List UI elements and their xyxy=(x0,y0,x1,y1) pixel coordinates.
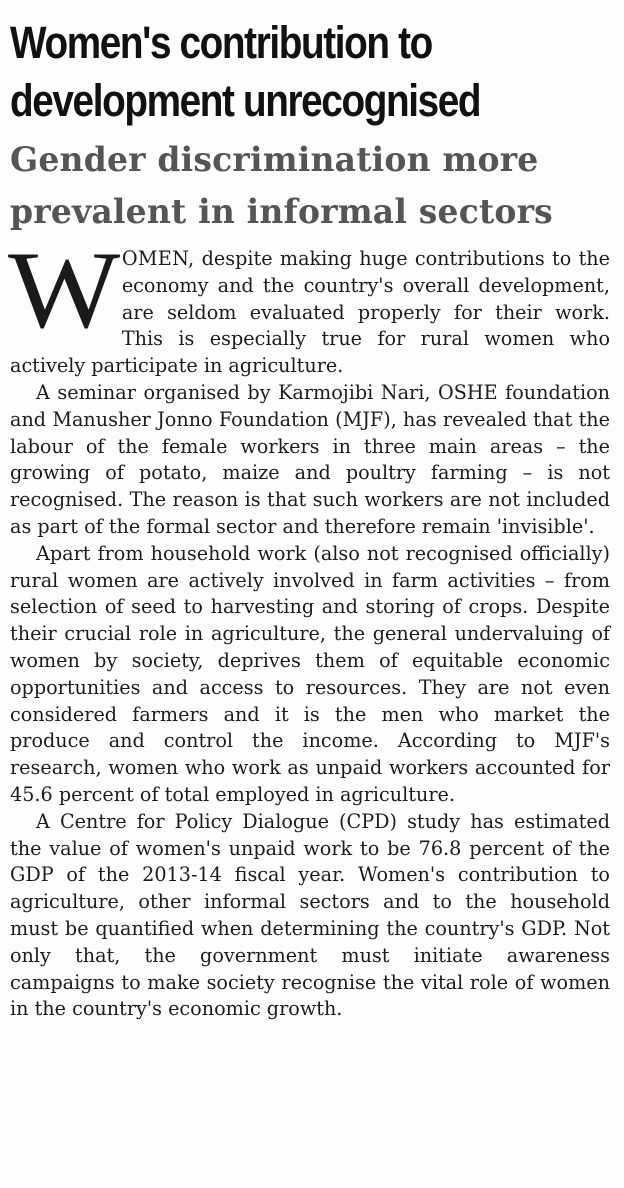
headline-line-1: Women's contribution to xyxy=(10,17,432,68)
paragraph-1 xyxy=(8,229,610,380)
paragraph-2: A seminar organised by Karmojibi Nari, OSHE foundation and Manusher Jonno Foundation (MJF), has revealed that the labour of the female workers in three main areas – the growing of potato, maize and poultry farming – is not recognised. The reason is that such workers are not included as part of the formal sector and therefore remain 'invisible'. xyxy=(10,380,610,538)
subheadline-line-1: Gender discrimination more xyxy=(10,140,539,180)
paragraph-1-lead: OMEN, xyxy=(121,247,195,270)
paragraph-1-text: despite making huge contributions to the economy and the country's overall development, are seldom evaluated properly for their work. This is especially true for rural women who actively participate in agriculture. xyxy=(10,247,610,378)
paragraph-3: Apart from household work (also not recognised officially) rural women are actively involved in farm activities – from selection of seed to harvesting and storing of crops. Despite their crucial role in agriculture, the general undervaluing of women by society, deprives them of equitable economic opportunities and access to resources. They are not even considered farmers and it is the men who market the produce and control the income. According to MJF's research, women who work as unpaid workers accounted for 45.6 percent of total employed in agriculture. xyxy=(10,541,610,806)
paragraph-4: A Centre for Policy Dialogue (CPD) study has estimated the value of women's unpaid work to be 76.8 percent of the GDP of the 2013-14 fiscal year. Women's contribution to agriculture, other informal sectors and to the household must be quantified when determining the country's GDP. Not only that, the government must initiate awareness campaigns to make society recognise the vital role of women in the country's economic growth. xyxy=(10,809,610,1021)
article-body xyxy=(8,229,610,1023)
subheadline xyxy=(10,134,592,238)
drop-cap: W xyxy=(8,229,121,351)
subheadline-line-2: prevalent in informal sectors xyxy=(10,192,553,232)
headline xyxy=(10,14,526,130)
headline-line-2: development unrecognised xyxy=(10,75,481,126)
